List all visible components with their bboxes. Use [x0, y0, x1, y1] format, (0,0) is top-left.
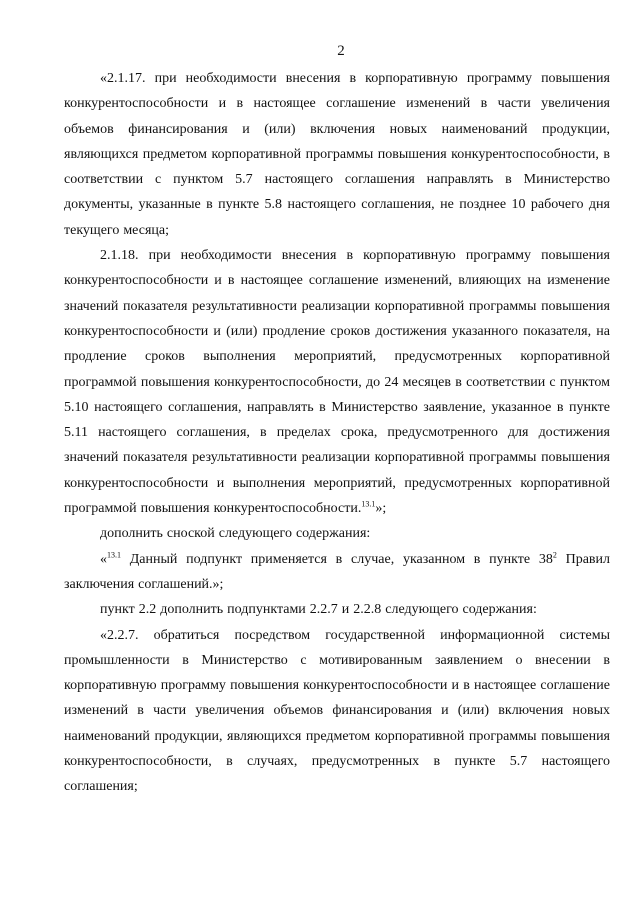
paragraph-2-2-supplement: пункт 2.2 дополнить подпунктами 2.2.7 и 2.2.8 следующего содержания: — [100, 602, 537, 618]
paragraph-2-1-18 — [64, 243, 610, 521]
paragraph-2-1-17: «2.1.17. при необходимости внесения в корпоративную программу повышения конкурентоспособности и в настоящее соглашение изменений в части увеличения объемов финансирования и (или) включения новых наименований продукции, являющихся предметом корпоративной программы повышения конкурентоспособности, в соответствии с пунктом 5.7 настоящего соглашения направлять в Министерство документы, указанные в пункте 5.8 настоящего соглашения, не позднее 10 рабочего дня текущего месяца; — [64, 71, 610, 238]
paragraph-add-footnote: дополнить сноской следующего содержания: — [100, 526, 371, 542]
footnote-marker: 13.1 — [107, 549, 121, 559]
page-number: 2 — [337, 43, 345, 59]
footnote-ref-13-1: 13.1 — [361, 499, 376, 509]
paragraph-2-1-18-tail: »; — [375, 501, 387, 517]
footnote-text-before: Данный подпункт применяется в случае, указанном в пункте 38 — [121, 551, 553, 567]
footnote-open-quote: « — [100, 551, 107, 567]
paragraph-2-2-7: «2.2.7. обратиться посредством государственной информационной системы промышленности в Министерство с мотивированным заявлением о внесении в корпоративную программу повышения конкурентоспособности и в настоящее соглашение изменений в части увеличения объемов финансирования и (или) включения новых наименований продукции, являющихся предметом корпоративной программы повышения конкурентоспособности, в случаях, предусмотренных в пункте 5.7 настоящего соглашения; — [64, 627, 610, 795]
footnote-rule-ref: 2 — [552, 549, 557, 559]
footnote-text-after: Правил заключения соглашений.»; — [64, 551, 610, 592]
footnote-text — [64, 547, 610, 598]
paragraph-2-1-18-text: 2.1.18. при необходимости внесения в корпоративную программу повышения конкурентоспособности и в настоящее соглашение изменений, влияющих на изменение значений показателя результативности реализации корпоративной программы повышения конкурентоспособности и (или) продление сроков достижения указанного показателя, на продление сроков выполнения мероприятий, предусмотренных корпоративной программой повышения конкурентоспособности, до 24 месяцев в соответствии с пунктом 5.10 настоящего соглашения, направлять в Министерство заявление, указанное в пункте 5.11 настоящего соглашения, в пределах срока, предусмотренного для достижения значений показателя результативности реализации корпоративной программы повышения конкурентоспособности и выполнения мероприятий, предусмотренных корпоративной программой повышения конкурентоспособности. — [64, 248, 610, 517]
